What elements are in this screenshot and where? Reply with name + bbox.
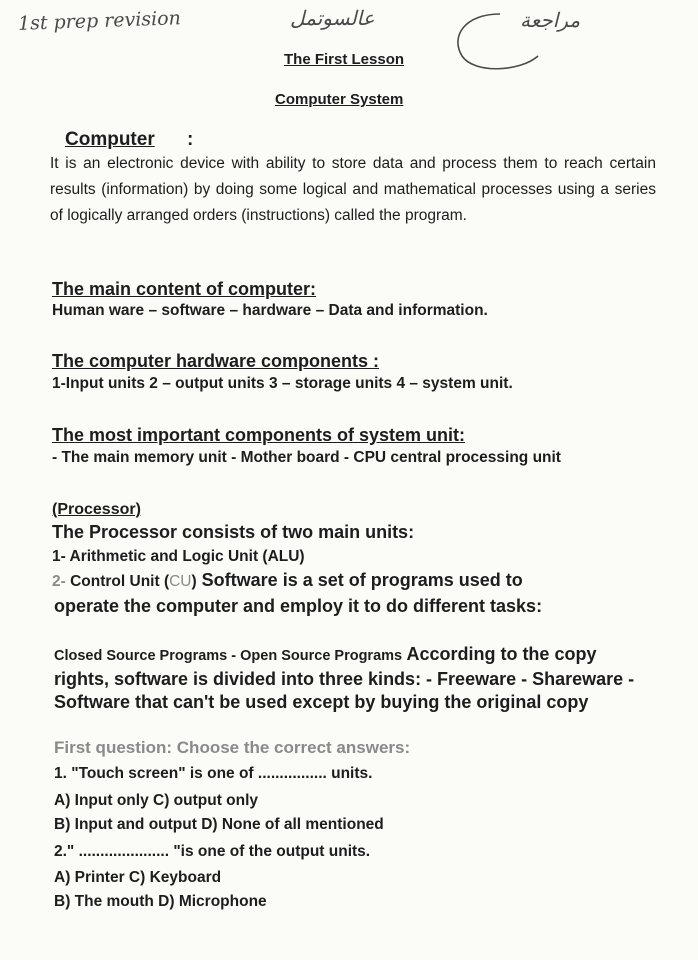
processor-intro: The Processor consists of two main units: xyxy=(52,522,415,542)
processor-unit-1: 1- Arithmetic and Logic Unit (ALU) xyxy=(52,548,305,565)
system-unit-items: - The main memory unit - Mother board - CPU central processing unit xyxy=(52,449,561,466)
question-2-options-b: B) The mouth D) Microphone xyxy=(54,893,267,910)
processor-heading: (Processor) xyxy=(52,501,141,518)
hardware-heading: The computer hardware components : xyxy=(52,351,380,371)
software-definition-end: operate the computer and employ it to do different tasks: xyxy=(54,596,543,616)
main-content-heading: The main content of computer: xyxy=(52,279,317,299)
processor-unit-2-line xyxy=(52,570,523,591)
processor-unit-2-number: 2- xyxy=(52,573,66,590)
programs-types: Closed Source Programs - Open Source Programs xyxy=(54,648,403,664)
system-unit-heading: The most important components of system unit: xyxy=(52,425,466,445)
question-1-options-b: B) Input and output D) None of all mentioned xyxy=(54,816,384,833)
computer-definition: It is an electronic device with ability to store data and process them to reach certain results (information) by doing some logical and mathematical processes using a series of logically arranged orders (instructions) called the program. xyxy=(50,155,656,224)
handwritten-arabic-note: عالسوتمل xyxy=(290,6,375,30)
lesson-subtitle: Computer System xyxy=(275,91,404,108)
question-2: 2." ..................... "is one of the output units. xyxy=(54,843,371,860)
processor-unit-2-close: ) xyxy=(191,573,197,590)
question-2-options-a: A) Printer C) Keyboard xyxy=(54,869,222,886)
handwritten-arabic-circled: مراجعة xyxy=(520,8,581,32)
hardware-items: 1-Input units 2 – output units 3 – storage units 4 – system unit. xyxy=(52,375,513,392)
hand-drawn-circle xyxy=(440,6,550,76)
lesson-title: The First Lesson xyxy=(284,51,405,68)
question-1-options-a: A) Input only C) output only xyxy=(54,792,259,809)
main-content-items: Human ware – software – hardware – Data and information. xyxy=(52,302,488,319)
computer-heading-colon: : xyxy=(187,129,194,150)
processor-unit-2-abbr: CU xyxy=(169,573,192,590)
handwritten-note: 1st prep revision xyxy=(17,7,182,35)
programs-paragraph xyxy=(54,643,654,714)
processor-unit-2-label: Control Unit ( xyxy=(65,573,170,590)
questions-heading: First question: Choose the correct answers: xyxy=(54,738,411,757)
computer-heading: Computer xyxy=(65,129,155,150)
software-copyright-kinds: According to the copy rights, software is divided into three kinds: - Freeware - Shareware - Software that can't be used except by buying the original copy xyxy=(54,644,635,712)
question-1: 1. "Touch screen" is one of ................ units. xyxy=(54,765,373,782)
software-definition-start: Software is a set of programs used to xyxy=(196,570,523,590)
